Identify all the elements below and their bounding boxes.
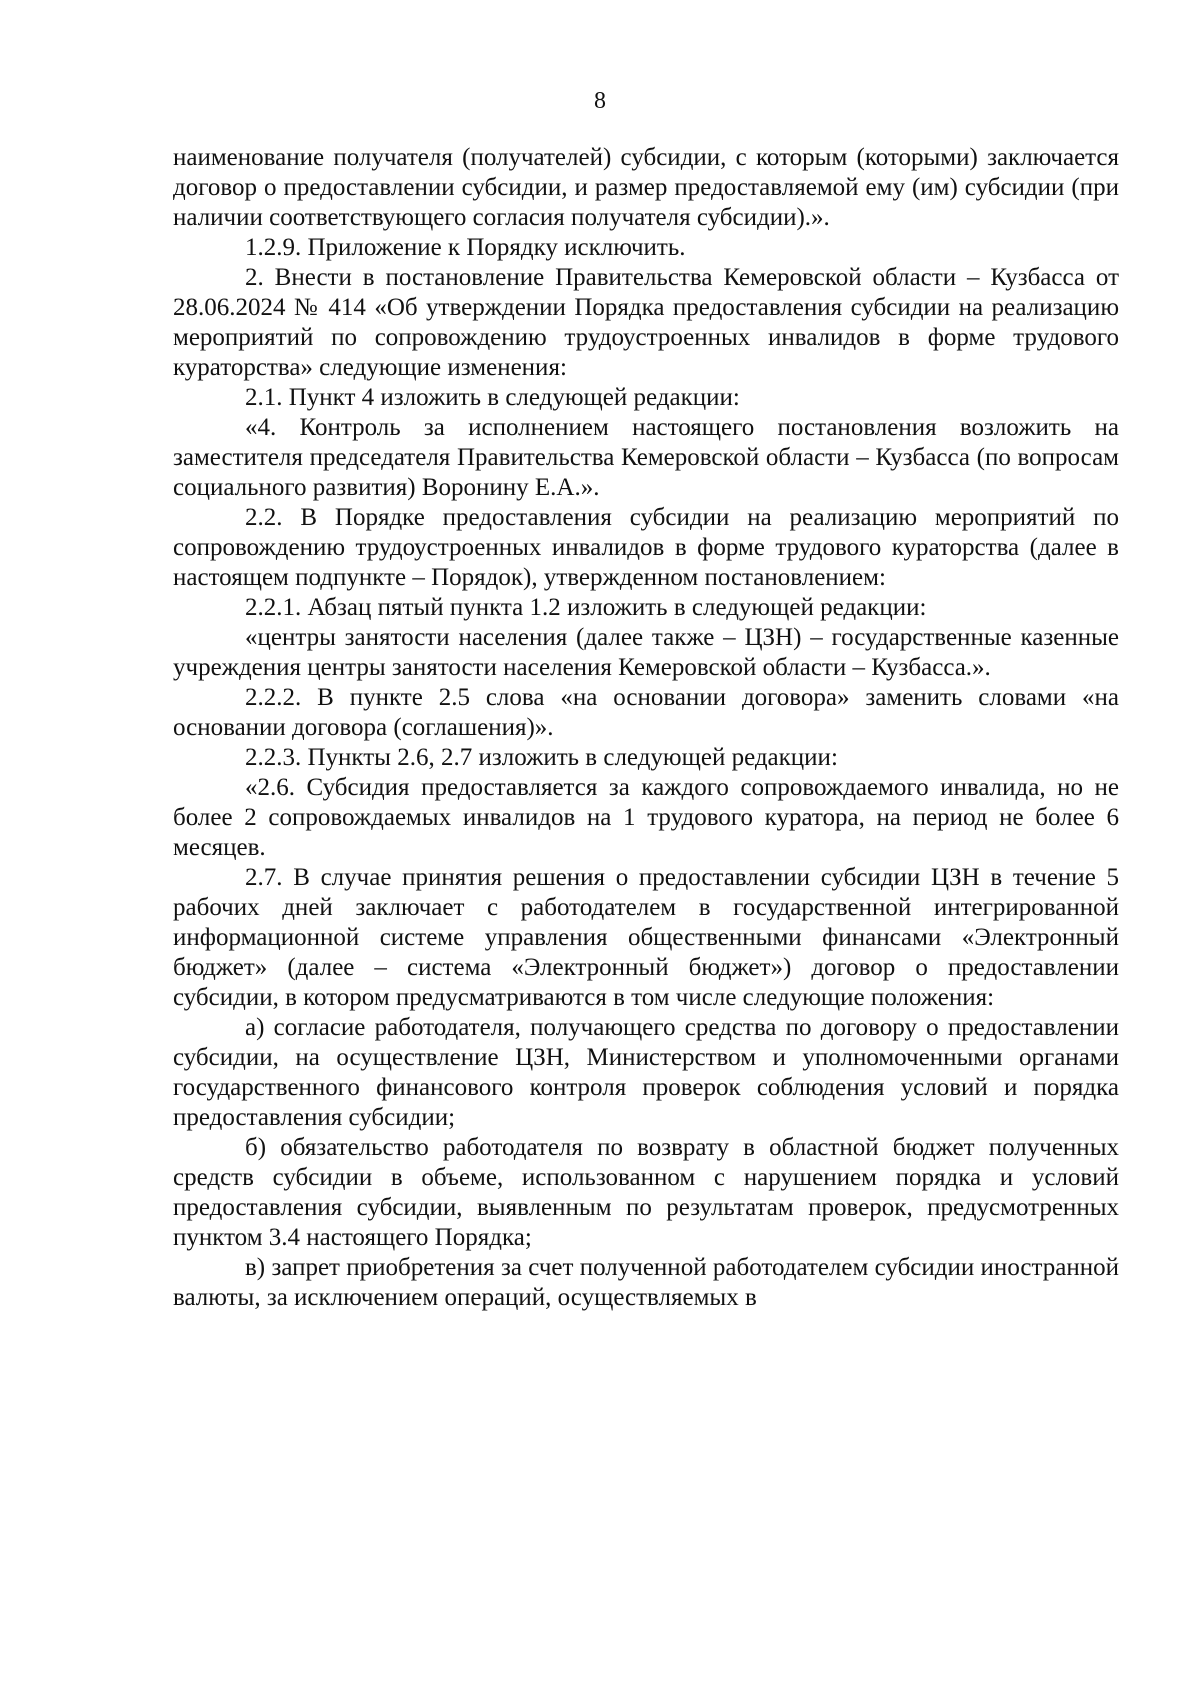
paragraph: 2. Внести в постановление Правительства Кемеровской области – Кузбасса от 28.06.2024 № 414 «Об утверждении Порядка предоставления субсидии на реализацию мероприятий по сопровождению трудоустроенных инвалидов в форме трудового кураторства» следующие изменения: bbox=[173, 264, 1119, 381]
paragraph: в) запрет приобретения за счет полученной работодателем субсидии иностранной валюты, за исключением операций, осуществляемых в bbox=[173, 1254, 1119, 1311]
paragraph: 2.2. В Порядке предоставления субсидии на реализацию мероприятий по сопровождению трудоустроенных инвалидов в форме трудового кураторства (далее в настоящем подпункте – Порядок), утвержденном постановлением: bbox=[173, 504, 1119, 591]
paragraph: б) обязательство работодателя по возврату в областной бюджет полученных средств субсидии в объеме, использованном с нарушением порядка и условий предоставления субсидии, выявленным по результатам проверок, предусмотренных пунктом 3.4 настоящего Порядка; bbox=[173, 1134, 1119, 1251]
paragraph: 2.2.1. Абзац пятый пункта 1.2 изложить в следующей редакции: bbox=[245, 594, 927, 621]
paragraph: наименование получателя (получателей) субсидии, с которым (которыми) заключается договор о предоставлении субсидии, и размер предоставляемой ему (им) субсидии (при наличии соответствующего согласия получателя субсидии).». bbox=[173, 144, 1119, 231]
paragraph: 2.2.2. В пункте 2.5 слова «на основании договора» заменить словами «на основании договора (соглашения)». bbox=[173, 684, 1119, 741]
page-number: 8 bbox=[594, 88, 606, 114]
paragraph: 2.1. Пункт 4 изложить в следующей редакции: bbox=[245, 384, 740, 411]
paragraph: «центры занятости населения (далее также – ЦЗН) – государственные казенные учреждения центры занятости населения Кемеровской области – Кузбасса.». bbox=[173, 624, 1119, 681]
paragraph: «2.6. Субсидия предоставляется за каждого сопровождаемого инвалида, но не более 2 сопровождаемых инвалидов на 1 трудового куратора, на период не более 6 месяцев. bbox=[173, 774, 1119, 861]
paragraph: 2.7. В случае принятия решения о предоставлении субсидии ЦЗН в течение 5 рабочих дней заключает с работодателем в государственной интегрированной информационной системе управления общественными финансами «Электронный бюджет» (далее – система «Электронный бюджет») договор о предоставлении субсидии, в котором предусматриваются в том числе следующие положения: bbox=[173, 864, 1119, 1011]
paragraph: 2.2.3. Пункты 2.6, 2.7 изложить в следующей редакции: bbox=[245, 744, 838, 771]
paragraph: «4. Контроль за исполнением настоящего постановления возложить на заместителя председателя Правительства Кемеровской области – Кузбасса (по вопросам социального развития) Воронину Е.А.». bbox=[173, 414, 1119, 501]
paragraph: 1.2.9. Приложение к Порядку исключить. bbox=[245, 234, 686, 261]
document-body bbox=[173, 143, 1119, 1313]
paragraph: а) согласие работодателя, получающего средства по договору о предоставлении субсидии, на осуществление ЦЗН, Министерством и уполномоченными органами государственного финансового контроля проверок соблюдения условий и порядка предоставления субсидии; bbox=[173, 1014, 1119, 1131]
